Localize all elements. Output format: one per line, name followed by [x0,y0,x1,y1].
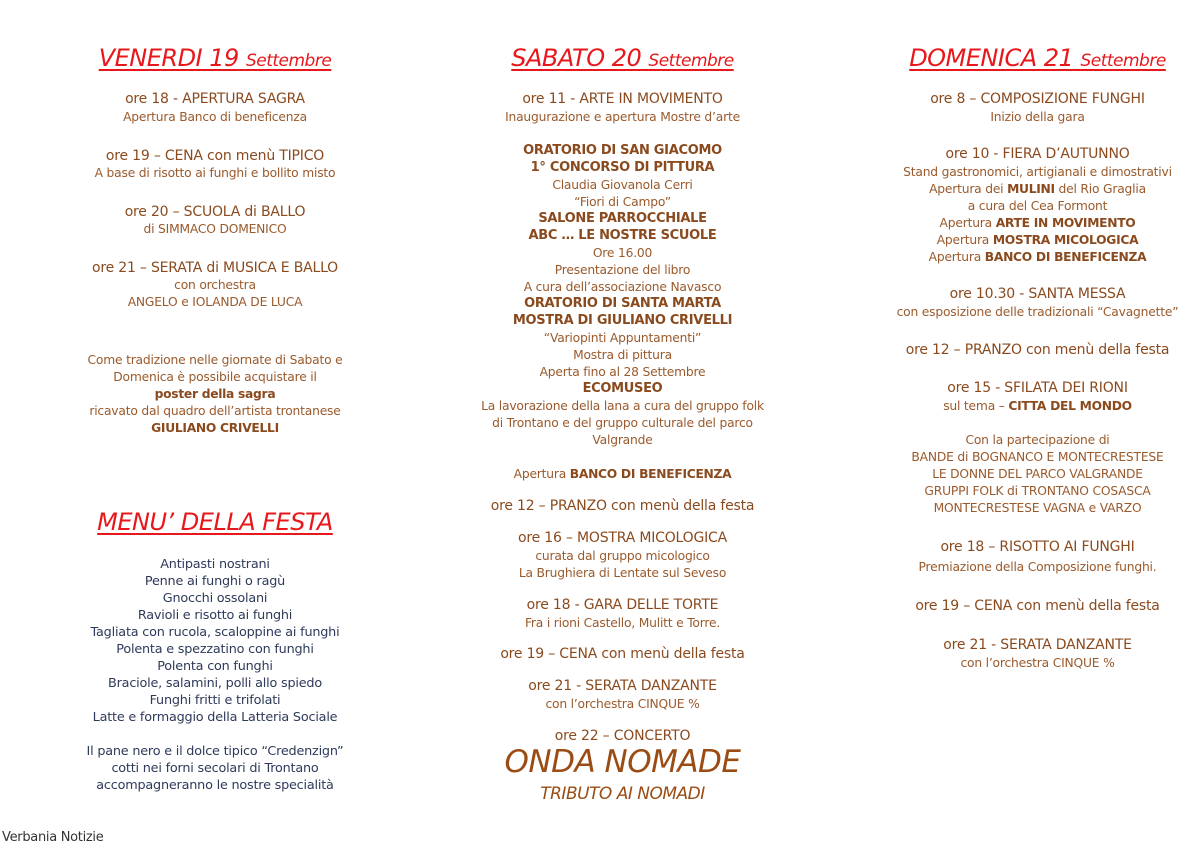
event-detail [850,250,1199,264]
event-detail [850,216,1199,230]
venue-heading: ORATORIO DI SANTA MARTA [524,296,721,311]
event-heading: ore 18 - APERTURA SAGRA [125,91,305,107]
event-heading: ore 10 - FIERA D’AUTUNNO [945,146,1130,162]
event-detail: A cura dell’associazione Navasco [523,280,722,294]
detail-prefix: Apertura [939,216,996,230]
event-detail: con l’orchestra CINQUE % [960,656,1115,670]
event-detail: Valgrande [592,433,653,447]
event-detail: di SIMMACO DOMENICO [143,222,287,236]
event-detail [850,399,1199,413]
sunday-title-day: DOMENICA 21 [909,44,1074,72]
event-heading: ore 19 – CENA con menù della festa [915,598,1160,614]
event-heading: ore 8 – COMPOSIZIONE FUNGHI [930,91,1145,107]
menu-item: Gnocchi ossolani [162,591,268,606]
event-detail: La lavorazione della lana a cura del gruppo folk [481,399,764,413]
detail-highlight: ARTE IN MOVIMENTO [995,216,1136,230]
event-heading: ore 16 – MOSTRA MICOLOGICA [518,530,727,546]
concert-subtitle: TRIBUTO AI NOMADI [540,784,705,804]
menu-item: Funghi fritti e trifolati [149,693,281,708]
event-detail: con esposizione delle tradizionali “Cavagnette” [896,305,1179,319]
event-detail: di Trontano e del gruppo culturale del parco [492,416,753,430]
poster-note: Come tradizione nelle giornate di Sabato e [87,353,343,367]
sunday-title-month: Settembre [1080,51,1166,71]
detail-prefix: Apertura dei [929,182,1008,196]
event-detail [850,182,1199,196]
event-heading: ore 18 - GARA DELLE TORTE [526,597,719,613]
event-detail: Stand gastronomici, artigianali e dimostrativi [903,165,1172,179]
event-heading: ore 21 - SERATA DANZANTE [943,637,1132,653]
event-subheading: MOSTRA DI GIULIANO CRIVELLI [512,313,733,328]
event-detail: “Variopinti Appuntamenti” [543,331,702,345]
event-heading: ore 15 - SFILATA DEI RIONI [947,380,1128,396]
event-detail: curata dal gruppo micologico [535,549,710,563]
menu-item: Penne ai funghi o ragù [144,574,286,589]
concert-heading: ore 22 – CONCERTO [554,728,691,744]
event-heading: ore 19 – CENA con menù TIPICO [105,148,325,164]
event-detail: Apertura Banco di beneficenza [123,110,307,124]
event-subheading: ABC … LE NOSTRE SCUOLE [528,228,717,243]
detail-prefix: sul tema – [943,399,1009,413]
poster-note: ricavato dal quadro dell’artista trontanese [89,404,341,418]
event-heading: ore 21 - SERATA DANZANTE [528,678,717,694]
event-heading: ore 20 – SCUOLA di BALLO [124,204,306,220]
menu-item: Polenta e spezzatino con funghi [116,642,314,657]
sunday-title [850,44,1199,72]
detail-highlight: MOSTRA MICOLOGICA [992,233,1139,247]
detail-highlight: CITTA DEL MONDO [1008,399,1132,413]
event-detail: Presentazione del libro [554,263,691,277]
event-detail: “Fiori di Campo” [574,195,671,209]
event-heading: ore 10.30 - SANTA MESSA [949,286,1126,302]
menu-item: Ravioli e risotto ai funghi [137,608,293,623]
charity-name: BANCO DI BENEFICENZA [569,467,732,481]
event-detail: con l’orchestra CINQUE % [545,697,700,711]
event-detail: ANGELO e IOLANDA DE LUCA [127,295,303,309]
menu-item: Antipasti nostrani [160,557,270,572]
participant: MONTECRESTESE VAGNA e VARZO [933,501,1142,515]
event-heading: ore 21 – SERATA di MUSICA E BALLO [91,260,339,276]
saturday-title-month: Settembre [648,51,734,71]
menu-note: accompagneranno le nostre specialità [96,778,334,793]
event-heading: ore 12 – PRANZO con menù della festa [490,498,755,514]
friday-title-month: Settembre [245,51,332,71]
participant: LE DONNE DEL PARCO VALGRANDE [932,467,1143,481]
event-subheading: 1° CONCORSO DI PITTURA [530,160,715,175]
poster-note-highlight: poster della sagra [154,387,276,401]
event-detail: La Brughiera di Lentate sul Seveso [518,566,727,580]
event-detail: Aperta fino al 28 Settembre [539,365,706,379]
event-heading: ore 12 – PRANZO con menù della festa [905,342,1170,358]
event-detail: Inizio della gara [990,110,1085,124]
event-heading: ore 18 – RISOTTO AI FUNGHI [940,539,1135,555]
detail-prefix: Apertura [928,250,985,264]
concert-band-name: ONDA NOMADE [504,744,741,780]
event-detail: a cura del Cea Formont [967,199,1108,213]
event-heading: ore 11 - ARTE IN MOVIMENTO [522,91,723,107]
event-detail [850,233,1199,247]
event-detail: Mostra di pittura [573,348,672,362]
event-detail: Premiazione della Composizione funghi. [918,560,1157,574]
venue-heading: ORATORIO DI SAN GIACOMO [523,143,722,158]
event-detail: Ore 16.00 [592,246,653,260]
menu-item: Polenta con funghi [157,659,273,674]
detail-suffix: del Rio Graglia [1054,182,1146,196]
event-detail: A base di risotto ai funghi e bollito misto [94,166,336,180]
menu-title: MENU’ DELLA FESTA [97,508,333,536]
venue-heading: SALONE PARROCCHIALE [538,211,707,226]
menu-item: Latte e formaggio della Latteria Sociale [92,710,338,725]
venue-heading: ECOMUSEO [582,381,663,396]
participant: BANDE di BOGNANCO E MONTECRESTESE [911,450,1164,464]
menu-item: Tagliata con rucola, scaloppine ai funghi [90,625,340,640]
charity-stand [440,467,805,481]
event-detail: Fra i rioni Castello, Mulitt e Torre. [524,616,721,630]
saturday-title-day: SABATO 20 [511,44,642,72]
detail-highlight: MULINI [1007,182,1055,196]
saturday-title [440,44,805,72]
event-detail: Inaugurazione e apertura Mostre d’arte [505,110,740,124]
charity-prefix: Apertura [513,467,570,481]
detail-prefix: Apertura [936,233,993,247]
poster-note: Domenica è possibile acquistare il [113,370,317,384]
participant: GRUPPI FOLK di TRONTANO COSASCA [924,484,1151,498]
menu-item: Braciole, salamini, polli allo spiedo [108,676,322,691]
event-heading: ore 19 – CENA con menù della festa [500,646,745,662]
friday-title-day: VENERDI 19 [98,44,239,72]
friday-title [40,44,390,72]
event-detail: Con la partecipazione di [965,433,1110,447]
menu-note: cotti nei forni secolari di Trontano [111,761,319,776]
event-detail: con orchestra [174,278,256,292]
source-watermark: Verbania Notizie [2,830,104,845]
poster-note-artist: GIULIANO CRIVELLI [151,421,279,435]
event-detail: Claudia Giovanola Cerri [552,178,693,192]
menu-note: Il pane nero e il dolce tipico “Credenzign” [86,744,344,759]
detail-highlight: BANCO DI BENEFICENZA [984,250,1147,264]
